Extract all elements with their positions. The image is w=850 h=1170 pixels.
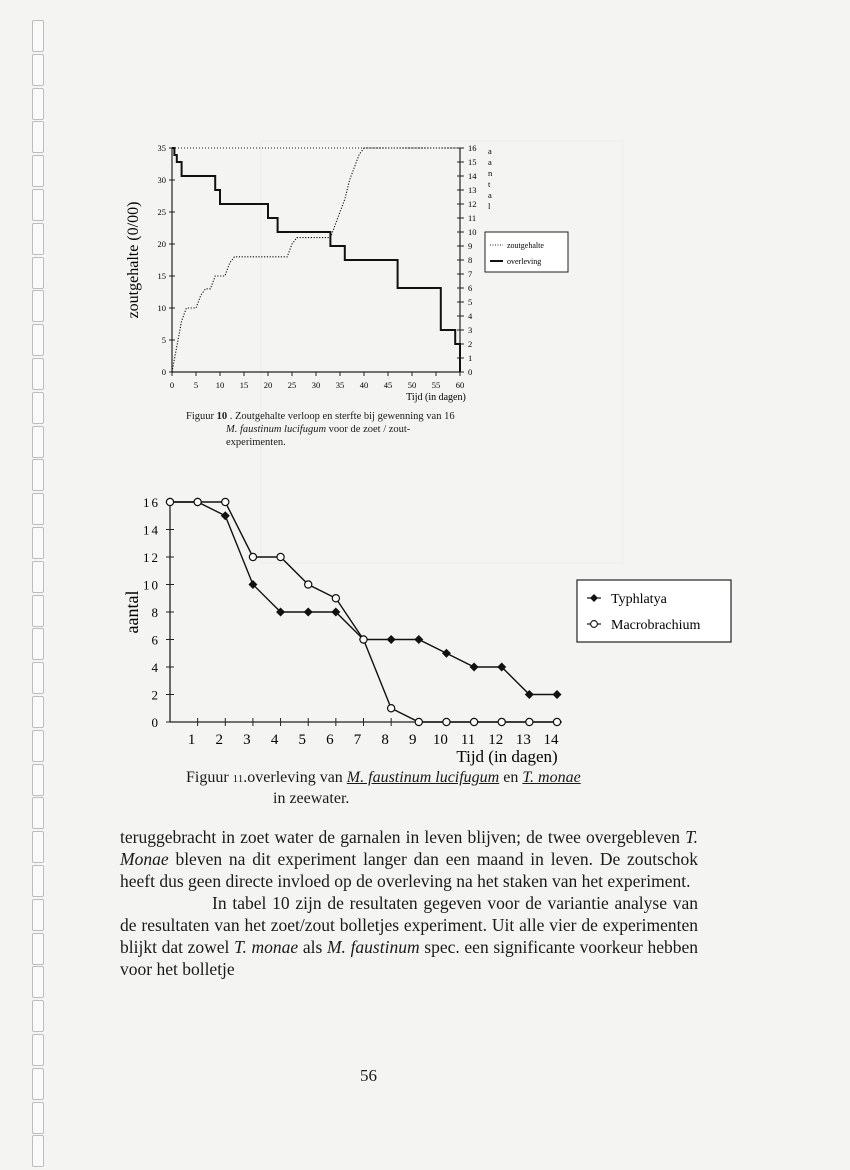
x-tick-label: 55 <box>431 380 441 390</box>
figure-1-caption-line3: experimenten. <box>226 437 286 448</box>
x-tick-label: 5 <box>298 732 306 748</box>
marker-Macrobrachium <box>277 553 284 560</box>
marker-Macrobrachium <box>332 595 339 602</box>
y-right-tick-label: 9 <box>468 241 473 251</box>
x-tick-label: 13 <box>515 732 531 748</box>
paragraph-2-mid: als <box>302 937 323 957</box>
x-tick-label: 7 <box>353 732 362 748</box>
marker-Typhlatya <box>553 690 562 699</box>
marker-Macrobrachium <box>194 498 201 505</box>
binder-holes <box>0 0 60 1170</box>
marker-Typhlatya <box>470 663 479 672</box>
x-tick-label: 25 <box>287 380 297 390</box>
figure-1-caption-species: M. faustinum lucifugum <box>226 424 327 435</box>
y-left-tick-label: 35 <box>157 143 166 153</box>
y-right-tick-label: 12 <box>468 199 477 209</box>
x-tick-label: 30 <box>311 380 321 390</box>
legend-label-macrobrachium: Macrobrachium <box>611 618 701 633</box>
y-left-tick-label: 25 <box>157 207 166 217</box>
x-tick-label: 12 <box>488 732 504 748</box>
y-tick-label: 2 <box>151 687 160 703</box>
right-axis-label-letter: l <box>488 201 491 211</box>
y-tick-label: 4 <box>151 660 160 675</box>
legend-swatch-macrobrachium <box>591 621 598 628</box>
binder-hole <box>32 628 44 660</box>
x-tick-label: 60 <box>455 380 465 390</box>
paragraph-1 <box>120 826 698 892</box>
figure-2-survival-chart <box>110 490 740 770</box>
figure-2-caption <box>186 768 581 809</box>
x-tick-label: 14 <box>543 732 559 748</box>
legend-label-overleving: overleving <box>507 257 542 266</box>
marker-Macrobrachium <box>249 553 256 560</box>
figure-2-caption-text: .overleving van <box>243 769 343 786</box>
binder-hole <box>32 290 44 322</box>
series-overleving <box>172 148 460 372</box>
marker-Typhlatya <box>387 635 396 644</box>
marker-Macrobrachium <box>388 705 395 712</box>
legend-box <box>485 232 568 272</box>
binder-hole <box>32 561 44 593</box>
binder-hole <box>32 1034 44 1066</box>
binder-hole <box>32 595 44 627</box>
figure-2-caption-and: en <box>503 769 519 786</box>
binder-hole <box>32 1068 44 1100</box>
figure-1-caption-line1: . Zoutgehalte verloop en sterfte bij gewenning van 16 <box>229 411 455 422</box>
binder-hole <box>32 797 44 829</box>
marker-Macrobrachium <box>222 498 229 505</box>
paragraph-2 <box>120 892 698 980</box>
marker-Macrobrachium <box>526 718 533 725</box>
y-left-axis-label-unit: (0/00) <box>125 201 142 241</box>
body-text <box>120 826 698 980</box>
y-right-tick-label: 15 <box>468 157 477 167</box>
y-left-axis-label-text: zoutgehalte <box>125 240 142 319</box>
x-tick-label: 40 <box>359 380 369 390</box>
x-axis-label: Tijd (in dagen) <box>456 747 558 766</box>
y-axis-label: aantal <box>122 590 142 634</box>
figure-2-caption-species1: M. faustinum lucifugum <box>346 769 500 786</box>
legend-label-typhlatya: Typhlatya <box>611 592 667 607</box>
binder-hole <box>32 527 44 559</box>
paragraph-2-part-a: In tabel 10 zijn de resultaten gegeven voor de variantie analyse van de resultaten van het zoet/zout bolletjes experiment. Uit alle vier de experimenten blijkt dat zowel <box>120 893 698 957</box>
binder-hole <box>32 696 44 728</box>
x-tick-label: 8 <box>381 732 389 748</box>
y-right-tick-label: 7 <box>468 269 473 279</box>
x-tick-label: 45 <box>383 380 393 390</box>
binder-hole <box>32 358 44 390</box>
binder-hole <box>32 764 44 796</box>
binder-hole <box>32 865 44 897</box>
y-right-tick-label: 2 <box>468 339 473 349</box>
x-tick-label: 10 <box>432 732 448 748</box>
right-axis-label-letter: n <box>488 168 493 178</box>
figure-1-caption-label: Figuur <box>186 411 215 422</box>
y-left-tick-label: 10 <box>157 303 166 313</box>
binder-hole <box>32 324 44 356</box>
figure-1-salinity-chart <box>110 130 570 410</box>
y-right-tick-label: 4 <box>468 311 473 321</box>
paragraph-1-part-a: teruggebracht in zoet water de garnalen in leven blijven; de twee overgebleven <box>120 827 680 847</box>
x-tick-label: 9 <box>409 732 417 748</box>
figure-1-caption <box>186 410 546 449</box>
paragraph-1-part-b: bleven na dit experiment langer dan een maand in leven. De zoutschok heeft dus geen directe invloed op de overleving na het staken van het experiment. <box>120 849 698 891</box>
binder-hole <box>32 966 44 998</box>
x-tick-label: 35 <box>335 380 345 390</box>
y-left-tick-label: 20 <box>157 239 166 249</box>
y-left-tick-label: 0 <box>161 367 166 377</box>
y-left-tick-label: 15 <box>157 271 166 281</box>
binder-hole <box>32 121 44 153</box>
page-number: 56 <box>360 1066 377 1085</box>
binder-hole <box>32 1102 44 1134</box>
figure-1-caption-line2: voor de zoet / zout- <box>328 424 411 435</box>
y-tick-label: 12 <box>143 550 160 565</box>
y-right-tick-label: 10 <box>468 227 477 237</box>
x-tick-label: 11 <box>460 732 476 748</box>
binder-hole <box>32 20 44 52</box>
figure-2-caption-number: 11 <box>232 773 244 785</box>
binder-hole <box>32 189 44 221</box>
right-axis-label-letter: a <box>488 157 492 167</box>
paragraph-2-species-1: T. monae <box>234 937 299 957</box>
x-tick-label: 6 <box>326 732 334 748</box>
marker-Typhlatya <box>304 608 313 617</box>
y-right-tick-label: 11 <box>468 213 477 223</box>
marker-Macrobrachium <box>553 718 560 725</box>
right-axis-label-letter: a <box>488 190 492 200</box>
x-tick-label: 20 <box>263 380 273 390</box>
binder-hole <box>32 392 44 424</box>
binder-hole <box>32 223 44 255</box>
y-right-tick-label: 13 <box>468 185 477 195</box>
marker-Macrobrachium <box>360 636 367 643</box>
binder-hole <box>32 1000 44 1032</box>
binder-hole <box>32 831 44 863</box>
marker-Macrobrachium <box>305 581 312 588</box>
binder-hole <box>32 155 44 187</box>
marker-Macrobrachium <box>415 718 422 725</box>
x-tick-label: 10 <box>215 380 225 390</box>
y-left-tick-label: 5 <box>161 335 166 345</box>
y-tick-label: 6 <box>151 632 160 648</box>
binder-hole <box>32 1135 44 1167</box>
binder-hole <box>32 899 44 931</box>
y-right-tick-label: 8 <box>468 255 473 265</box>
marker-Typhlatya <box>414 635 423 644</box>
y-tick-label: 0 <box>151 715 160 730</box>
figure-2-caption-line2: in zeewater. <box>273 790 350 807</box>
y-left-axis-label <box>125 202 142 319</box>
y-right-tick-label: 16 <box>468 143 477 153</box>
binder-hole <box>32 933 44 965</box>
right-axis-label-letter: a <box>488 146 492 156</box>
y-right-tick-label: 0 <box>468 367 473 377</box>
paragraph-2-part-b: spec. een significante voorkeur hebben voor het bolletje <box>120 937 698 979</box>
binder-hole <box>32 88 44 120</box>
marker-Typhlatya <box>221 511 230 520</box>
series-line-Macrobrachium <box>170 502 557 722</box>
binder-hole <box>32 730 44 762</box>
legend-label-zoutgehalte: zoutgehalte <box>507 241 544 250</box>
marker-Macrobrachium <box>166 498 173 505</box>
y-right-tick-label: 3 <box>468 325 473 335</box>
x-tick-label: 0 <box>169 380 175 390</box>
binder-hole <box>32 493 44 525</box>
y-tick-label: 10 <box>143 577 160 593</box>
y-tick-label: 8 <box>151 605 160 620</box>
binder-hole <box>32 662 44 694</box>
binder-hole <box>32 54 44 86</box>
right-axis-label-letter: t <box>488 179 491 189</box>
x-tick-label: 5 <box>193 380 199 390</box>
y-tick-label: 16 <box>143 495 160 510</box>
x-tick-label: 50 <box>407 380 417 390</box>
y-tick-label: 14 <box>143 522 160 538</box>
binder-hole <box>32 459 44 491</box>
x-tick-label: 1 <box>187 732 196 748</box>
binder-hole <box>32 426 44 458</box>
x-tick-label: 4 <box>270 732 279 748</box>
figure-2-caption-label: Figuur <box>186 769 229 786</box>
figure-1-caption-number: 10 <box>216 411 228 422</box>
binder-hole <box>32 257 44 289</box>
y-left-tick-label: 30 <box>157 175 166 185</box>
y-right-tick-label: 1 <box>468 353 473 363</box>
x-tick-label: 3 <box>243 732 251 748</box>
x-axis-label: Tijd (in dagen) <box>406 392 466 403</box>
y-right-tick-label: 5 <box>468 297 473 307</box>
marker-Macrobrachium <box>498 718 505 725</box>
paragraph-2-species-2: M. faustinum <box>326 937 420 957</box>
figure-2-caption-species2: T. monae <box>522 769 581 786</box>
marker-Macrobrachium <box>470 718 477 725</box>
x-tick-label: 15 <box>239 380 249 390</box>
paragraph-1-species: T. Monae <box>120 827 698 869</box>
y-right-tick-label: 14 <box>468 171 477 181</box>
marker-Typhlatya <box>442 649 451 658</box>
marker-Macrobrachium <box>443 718 450 725</box>
y-right-tick-label: 6 <box>468 283 473 293</box>
x-tick-label: 2 <box>215 732 224 748</box>
